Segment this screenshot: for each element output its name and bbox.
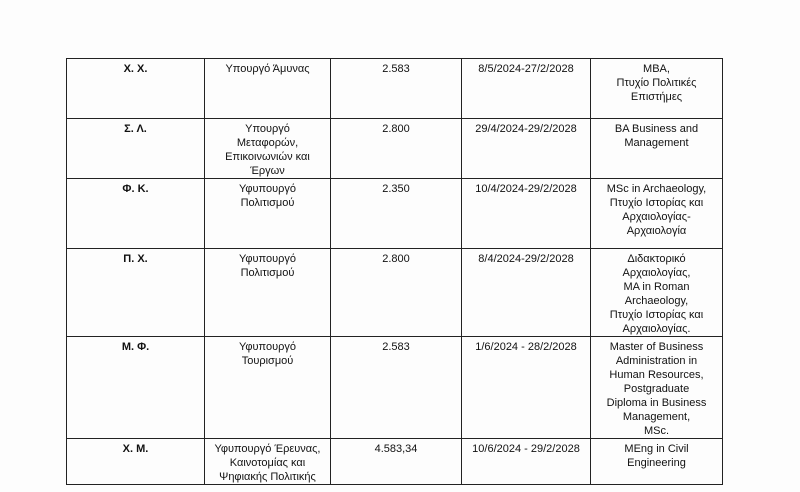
education-cell: MEng in Civil Engineering [591,439,723,485]
ministry-cell: Υπουργό Άμυνας [205,59,331,119]
education-cell: BA Business and Management [591,119,723,179]
education-cell: MBA, Πτυχίο Πολιτικές Επιστήμες [591,59,723,119]
salary-cell: 2.800 [331,119,462,179]
salary-cell: 2.350 [331,179,462,249]
table-row [67,59,723,119]
appointments-table [66,58,723,485]
ministry-cell: Υφυπουργό Πολιτισμού [205,249,331,337]
name-cell: Σ. Λ. [67,119,205,179]
name-cell: Π. Χ. [67,249,205,337]
ministry-cell: Υφυπουργό Έρευνας, Καινοτομίας και Ψηφιακής Πολιτικής [205,439,331,485]
ministry-cell: Υφυπουργό Τουρισμού [205,337,331,439]
term-cell: 10/4/2024-29/2/2028 [462,179,591,249]
term-cell: 8/5/2024-27/2/2028 [462,59,591,119]
table-row [67,249,723,337]
table-row [67,179,723,249]
name-cell: Μ. Φ. [67,337,205,439]
term-cell: 8/4/2024-29/2/2028 [462,249,591,337]
ministry-cell: Υπουργό Μεταφορών, Επικοινωνιών και Έργων [205,119,331,179]
salary-cell: 2.583 [331,337,462,439]
education-cell: Master of Business Administration in Human Resources, Postgraduate Diploma in Business Management, MSc. [591,337,723,439]
education-cell: MSc in Archaeology, Πτυχίο Ιστορίας και Αρχαιολογίας- Αρχαιολογία [591,179,723,249]
salary-cell: 4.583,34 [331,439,462,485]
term-cell: 1/6/2024 - 28/2/2028 [462,337,591,439]
name-cell: Χ. Χ. [67,59,205,119]
name-cell: Φ. Κ. [67,179,205,249]
table-row [67,439,723,485]
ministry-cell: Υφυπουργό Πολιτισμού [205,179,331,249]
name-cell: Χ. Μ. [67,439,205,485]
salary-cell: 2.583 [331,59,462,119]
term-cell: 10/6/2024 - 29/2/2028 [462,439,591,485]
table-row [67,119,723,179]
table-row [67,337,723,439]
education-cell: Διδακτορικό Αρχαιολογίας, MA in Roman Archaeology, Πτυχίο Ιστορίας και Αρχαιολογίας. [591,249,723,337]
term-cell: 29/4/2024-29/2/2028 [462,119,591,179]
salary-cell: 2.800 [331,249,462,337]
